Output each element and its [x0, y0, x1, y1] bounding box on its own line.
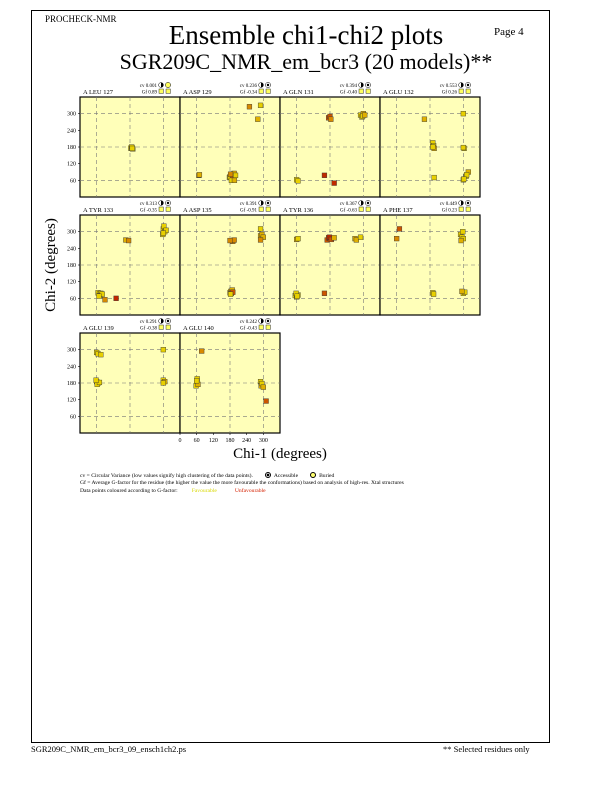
data-point: [126, 238, 131, 243]
legend: [80, 472, 404, 495]
plot-panel: [67, 200, 180, 315]
gf-swatch: [159, 89, 163, 93]
legend-unfavourable-label: Unfavourable: [234, 487, 266, 494]
footer-filename: SGR209C_NMR_em_bcr3_09_ensch1ch2.ps: [31, 744, 187, 754]
gf-value: Gf -0.34: [240, 90, 257, 96]
gf-swatch: [366, 89, 370, 93]
gf-swatch: [166, 207, 170, 211]
accessible-icon-core: [267, 320, 269, 322]
data-point: [130, 146, 135, 151]
cv-value: cv 0.391: [239, 202, 257, 207]
cv-value: cv 0.449: [439, 202, 457, 207]
gf-swatch: [159, 207, 163, 211]
residue-label: A GLN 131: [283, 89, 314, 96]
y-tick-label: 180: [67, 381, 76, 387]
data-point: [228, 172, 233, 177]
gf-value: Gf -0.35: [140, 208, 157, 214]
data-point: [461, 111, 466, 116]
data-point: [199, 349, 204, 354]
data-point: [232, 178, 237, 183]
data-point: [322, 291, 327, 296]
data-point: [197, 172, 202, 177]
x-tick-label: 120: [208, 438, 218, 444]
accessible-icon-core: [467, 84, 469, 86]
gf-value: Gf 0.26: [441, 90, 457, 96]
plot-panel: [180, 200, 280, 315]
y-tick-label: 120: [67, 279, 76, 286]
accessible-icon-core: [367, 84, 369, 86]
data-point: [459, 238, 464, 243]
data-point: [461, 177, 466, 182]
accessible-icon-core: [367, 202, 369, 204]
data-point: [431, 292, 436, 297]
page-subtitle: SGR209C_NMR_em_bcr3 (20 models)**: [119, 49, 493, 74]
gf-swatch: [259, 325, 263, 329]
data-point: [94, 378, 99, 383]
data-point: [233, 173, 238, 178]
cv-value: cv 0.367: [339, 202, 357, 207]
legend-colour-text: Data points coloured according to G-factor:: [80, 487, 178, 494]
data-point: [103, 297, 108, 302]
x-tick-label: 0: [178, 438, 182, 444]
plot-panel: [180, 82, 280, 197]
data-point: [261, 385, 266, 390]
residue-label: A LEU 127: [83, 89, 113, 96]
plot-panel: [180, 318, 280, 433]
residue-label: A TYR 136: [283, 207, 314, 214]
cv-value: cv 0.553: [439, 84, 457, 89]
plot-panel: [380, 82, 480, 197]
residue-label: A TYR 133: [83, 207, 114, 214]
y-tick-label: 300: [67, 229, 76, 236]
cv-value: cv 0.001: [139, 84, 157, 89]
gf-swatch: [359, 207, 363, 211]
y-tick-label: 300: [67, 347, 76, 354]
residue-label: A GLU 139: [83, 325, 114, 332]
x-tick-label: 180: [225, 438, 235, 444]
residue-label: A ASP 135: [183, 207, 212, 214]
y-tick-label: 120: [67, 397, 76, 404]
gf-value: Gf -0.91: [240, 208, 257, 214]
gf-swatch: [266, 325, 270, 329]
accessible-icon-core: [267, 202, 269, 204]
y-tick-label: 240: [67, 364, 76, 371]
data-point: [358, 235, 363, 240]
data-point: [228, 238, 233, 243]
gf-value: Gf -0.43: [240, 326, 257, 332]
x-axis: [179, 433, 268, 444]
gf-value: Gf 0.23: [441, 208, 457, 214]
gf-value: Gf -0.38: [140, 326, 157, 332]
data-point: [362, 113, 367, 118]
x-axis-title: Chi-1 (degrees): [233, 446, 327, 462]
data-point: [258, 103, 263, 108]
legend-buried-label: Buried: [319, 473, 335, 479]
y-tick-label: 300: [67, 111, 76, 118]
data-point: [161, 347, 166, 352]
data-point: [258, 238, 263, 243]
buried-icon: [165, 82, 170, 87]
x-tick-label: 300: [258, 438, 268, 444]
gf-value: Gf -0.63: [340, 208, 357, 214]
gf-swatch: [266, 89, 270, 93]
data-point: [460, 289, 465, 294]
x-tick-label: 240: [242, 438, 252, 444]
gf-swatch: [459, 207, 463, 211]
data-point: [247, 104, 252, 109]
gf-swatch: [459, 89, 463, 93]
gf-swatch: [259, 207, 263, 211]
accessible-icon-core: [167, 202, 169, 204]
page-number: Page 4: [494, 26, 524, 38]
data-point: [322, 173, 327, 178]
gf-swatch: [159, 325, 163, 329]
data-point: [296, 178, 301, 183]
data-point: [161, 231, 166, 236]
plot-panel: [280, 200, 380, 315]
y-tick-label: 120: [67, 161, 76, 168]
gf-value: Gf -0.40: [340, 90, 357, 96]
data-point: [332, 181, 337, 186]
data-point: [194, 378, 199, 383]
data-point: [332, 235, 337, 240]
plot-panel: [67, 82, 180, 197]
data-point: [296, 236, 301, 241]
legend-cv-text: cv = Circular Variance (low values signify high clustering of the data points).: [80, 473, 253, 479]
y-tick-label: 240: [67, 128, 76, 135]
data-point: [430, 145, 435, 150]
data-point: [432, 175, 437, 180]
y-tick-label: 60: [70, 296, 76, 303]
footer-note: ** Selected residues only: [443, 744, 530, 754]
plot-panel: [380, 200, 480, 315]
data-point: [114, 296, 119, 301]
data-point: [394, 236, 399, 241]
accessible-icon-core: [167, 320, 169, 322]
cv-value: cv 0.242: [239, 320, 257, 325]
gf-swatch: [466, 89, 470, 93]
residue-label: A PHE 137: [383, 207, 413, 214]
legend-accessible-label: Accessible: [273, 473, 299, 479]
residue-label: A ASP 129: [183, 89, 212, 96]
data-point: [460, 229, 465, 234]
y-axis-title: Chi-2 (degrees): [43, 218, 59, 312]
cv-value: cv 0.236: [239, 84, 257, 89]
plot-panel: [67, 318, 180, 433]
gf-swatch: [366, 207, 370, 211]
data-point: [161, 381, 166, 386]
y-tick-label: 60: [70, 178, 76, 185]
y-tick-label: 240: [67, 246, 76, 253]
data-point: [461, 145, 466, 150]
data-point: [228, 292, 233, 297]
gf-value: Gf 0.89: [141, 90, 157, 96]
accessible-icon: [265, 472, 271, 478]
residue-label: A GLU 132: [383, 89, 414, 96]
cv-value: cv 0.394: [339, 84, 357, 89]
program-name: PROCHECK-NMR: [45, 14, 117, 24]
residue-label: A GLU 140: [183, 325, 214, 332]
legend-gf-text: Gf = Average G-factor for the residue (the higher the value the more favourable the conformations) based on analysis of high-res. Xtal structures: [80, 480, 404, 487]
legend-favourable-label: Favourable: [191, 487, 217, 494]
gf-swatch: [259, 89, 263, 93]
page-title: Ensemble chi1-chi2 plots: [168, 20, 444, 50]
gf-swatch: [359, 89, 363, 93]
buried-icon: [310, 472, 316, 478]
gf-swatch: [166, 89, 170, 93]
y-tick-label: 180: [67, 263, 76, 269]
accessible-icon-core: [267, 84, 269, 86]
plot-panel: [280, 82, 380, 197]
gf-swatch: [266, 207, 270, 211]
data-point: [422, 117, 427, 122]
data-point: [397, 226, 402, 231]
data-point: [264, 399, 269, 404]
data-point: [258, 226, 263, 231]
accessible-icon-core: [467, 202, 469, 204]
data-point: [96, 294, 101, 299]
gf-swatch: [166, 325, 170, 329]
data-point: [255, 117, 260, 122]
data-point: [295, 294, 300, 299]
data-point: [328, 117, 333, 122]
gf-swatch: [466, 207, 470, 211]
y-tick-label: 60: [70, 414, 76, 421]
data-point: [98, 352, 103, 357]
x-tick-label: 60: [193, 438, 200, 444]
cv-value: cv 0.313: [139, 202, 157, 207]
y-tick-label: 180: [67, 145, 76, 151]
cv-value: cv 0.291: [139, 320, 157, 325]
